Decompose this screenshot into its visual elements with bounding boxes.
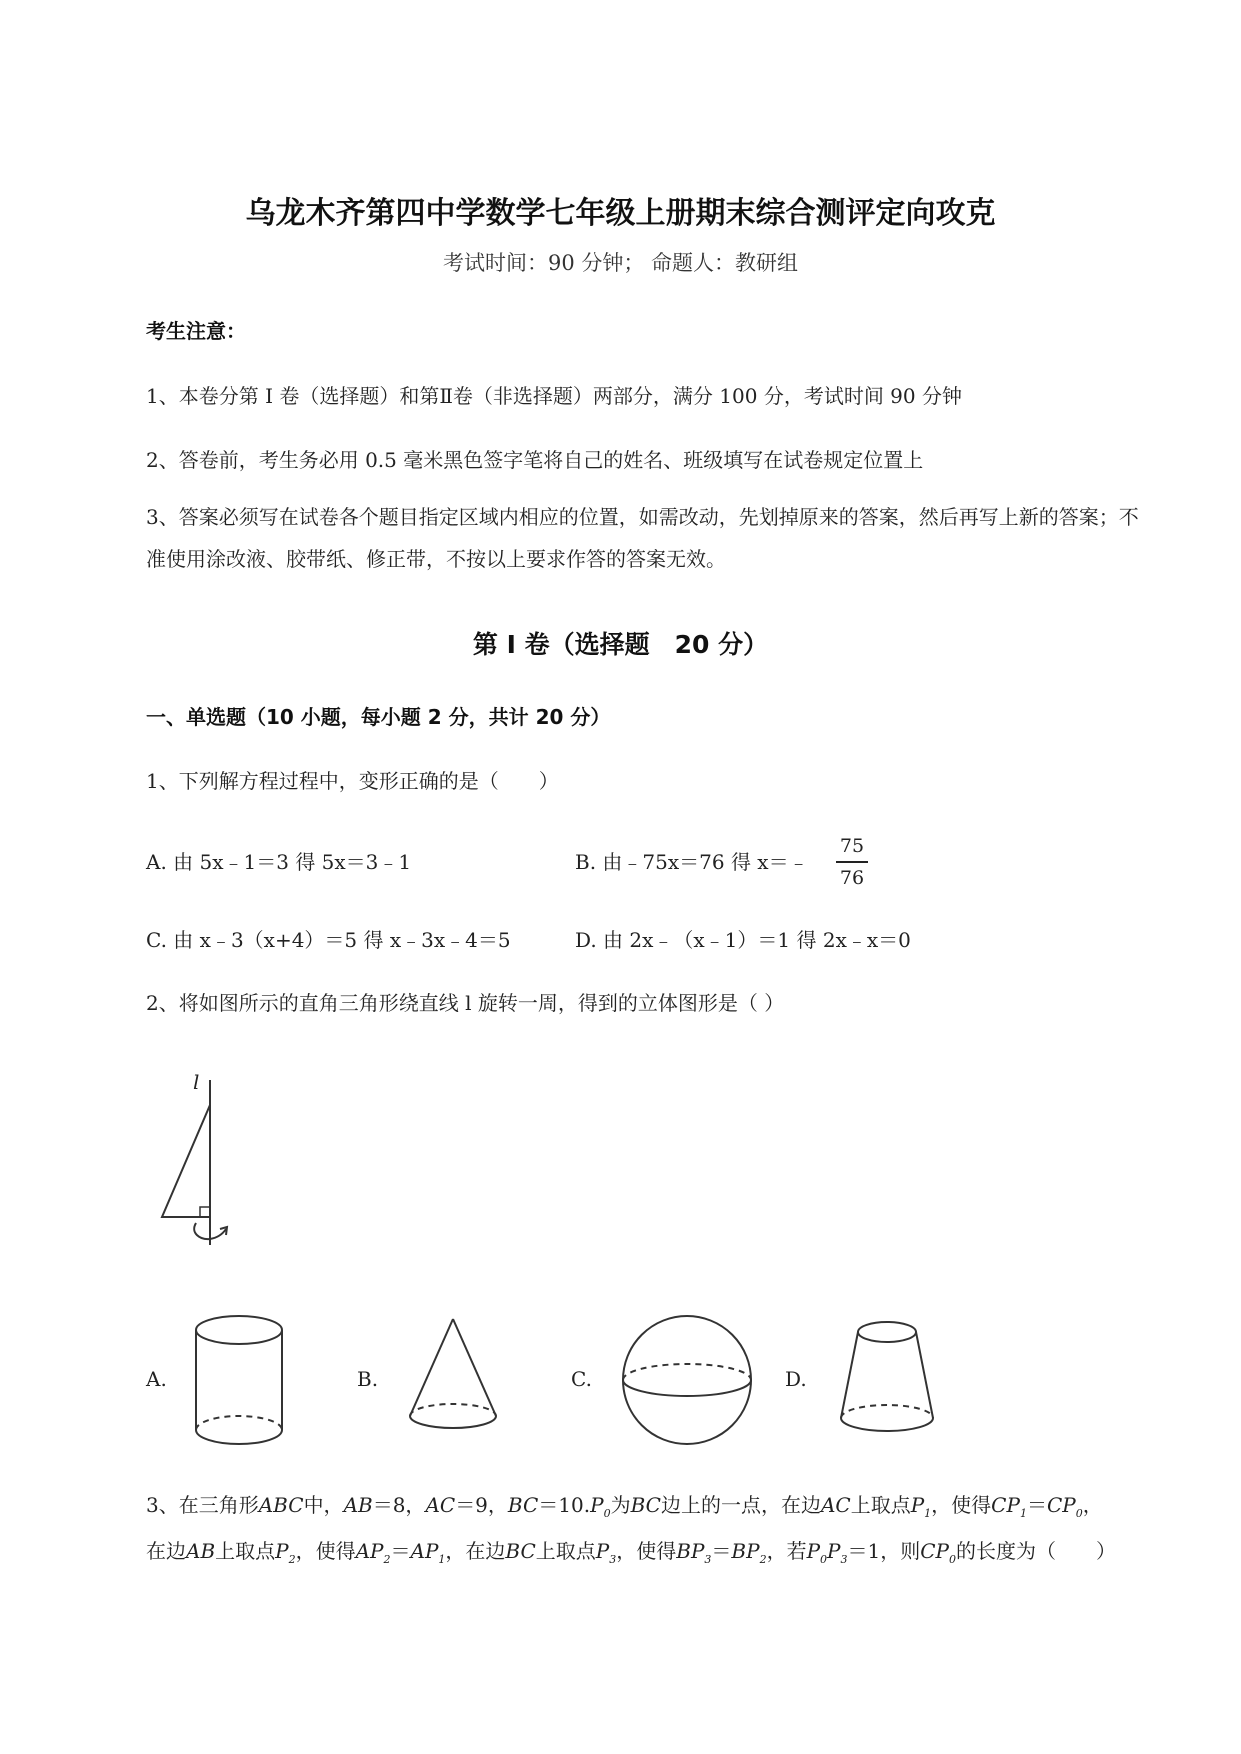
right-triangle-figure — [150, 1075, 250, 1255]
question-3-line-1: 3、在三角形ABC中，AB＝8，AC＝9，$BC=10.P_0$为BC边上的一点，在边AC上取点$P_1$，使得$CP_1=CP_0$， — [146, 1493, 1103, 1520]
fraction-numerator: 75 — [839, 835, 865, 857]
page-title: 乌龙木齐第四中学数学七年级上册期末综合测评定向攻克 — [245, 196, 996, 231]
notice-item-3: 3、答案必须写在试卷各个题目指定区域内相应的位置，如需改动，先划掉原来的答案，然后再写上新的答案；不准使用涂改液、胶带纸、修正带，不按以上要求作答的答案无效。 — [146, 505, 1139, 571]
notice-item-1: 1、本卷分第 I 卷（选择题）和第Ⅱ卷（非选择题）两部分，满分 100 分，考试时间 90 分钟 — [146, 384, 962, 408]
question-1-option-a: A. 由 5x﹣1＝3 得 5x＝3﹣1 — [146, 850, 412, 874]
cone-figure — [406, 1313, 506, 1453]
question-2-option-a: A. — [146, 1367, 167, 1391]
notice-item-2: 2、答卷前，考生务必用 0.5 毫米黑色签字笔将自己的姓名、班级填写在试卷规定位置上 — [146, 448, 924, 472]
section-part-heading: 一、单选题（10 小题，每小题 2 分，共计 20 分） — [146, 705, 611, 729]
question-1-option-b: B. 由﹣75x＝76 得 x＝﹣ — [575, 850, 809, 874]
section-title: 第 I 卷（选择题 20 分） — [472, 630, 769, 659]
question-2-stem: 2、将如图所示的直角三角形绕直线 l 旋转一周，得到的立体图形是（ ） — [146, 991, 785, 1015]
question-1-stem: 1、下列解方程过程中，变形正确的是（ ） — [146, 769, 559, 793]
line-l-label: l — [193, 1070, 200, 1094]
question-1-option-d: D. 由 2x﹣（x﹣1）＝1 得 2x﹣x＝0 — [575, 928, 911, 952]
frustum-figure — [835, 1313, 945, 1453]
question-1-option-b-fraction — [836, 833, 868, 891]
notice-heading: 考生注意： — [146, 319, 246, 343]
question-3-line-2: 在边AB上取点$P_2$，使得$AP_2=AP_1$，在边BC上取点$P_3$，使得$BP_3=BP_2$，若$P_0P_3=1$，则$CP_0$的长度为（ ） — [146, 1539, 1117, 1566]
fraction-bar — [836, 861, 868, 863]
question-2-option-b: B. — [357, 1367, 379, 1391]
exam-info: 考试时间：90 分钟； 命题人：教研组 — [442, 251, 799, 275]
fraction-denominator: 76 — [839, 866, 865, 889]
cylinder-figure — [192, 1313, 292, 1453]
question-1-option-c: C. 由 x﹣3（x+4）＝5 得 x﹣3x﹣4＝5 — [146, 928, 511, 952]
question-2-option-c: C. — [571, 1367, 592, 1391]
sphere-figure — [620, 1313, 760, 1453]
question-2-option-d: D. — [785, 1367, 807, 1391]
